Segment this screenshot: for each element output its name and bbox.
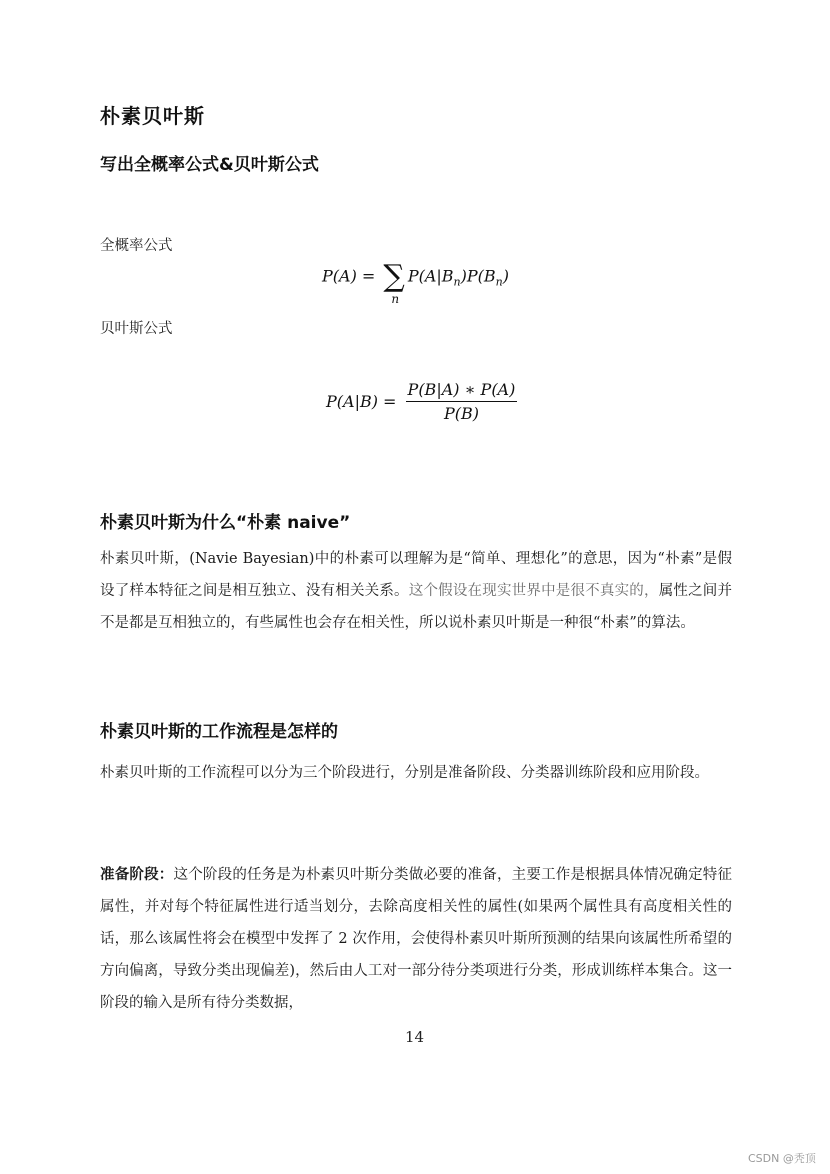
formula-subscript: n: [453, 275, 461, 289]
formula-lhs: P(A|B) =: [326, 392, 397, 411]
watermark: CSDN @秃顶: [748, 1152, 816, 1165]
formula-rhs-part: )P(B: [460, 266, 496, 286]
paragraph-text: 朴素贝叶斯，(Navie Bayesian)中的朴素可以理解为是“简单、理想化”的意思，因为“朴素”是假设了样本特征之间是相互独立、没有相关关系。: [100, 551, 732, 599]
preparation-stage-label: 准备阶段：: [100, 867, 174, 883]
section-heading-formulas: 写出全概率公式&贝叶斯公式: [100, 155, 319, 175]
formula-subscript: n: [495, 275, 503, 289]
document-title: 朴素贝叶斯: [100, 104, 205, 128]
numerator: P(B|A) ∗ P(A): [406, 380, 518, 402]
sigma-symbol: ∑: [383, 259, 405, 294]
denominator: P(B): [443, 404, 479, 423]
paragraph-text: 这个阶段的任务是为朴素贝叶斯分类做必要的准备，主要工作是根据具体情况确定特征属性，并对每个特征属性进行适当划分，去除高度相关性的属性(如果两个属性具有高度相关性的话，那么该属性将会在模型中发挥了 2 次作用，会使得朴素贝叶斯所预测的结果向该属性所希望的方向偏离，导致分类出现偏差)，然后由人工对一部分待分类项进行分类，形成训练样本集合。这一阶段的输入是所有待分类数据，: [100, 867, 733, 1011]
fraction: [406, 380, 518, 423]
workflow-intro-paragraph: 朴素贝叶斯的工作流程可以分为三个阶段进行，分别是准备阶段、分类器训练阶段和应用阶段。: [100, 765, 709, 781]
naive-explanation-paragraph: [100, 543, 732, 639]
bayes-label: 贝叶斯公式: [100, 321, 173, 337]
formula-lhs: P(A) =: [322, 266, 376, 286]
page-number: 14: [405, 1028, 425, 1046]
bayes-formula: [326, 380, 517, 423]
sigma-index: n: [391, 292, 400, 306]
paragraph-text: 属性之间并不是都是互相独立的，有些属性也会存在相关性，所以说朴素贝叶斯是一种很“朴素”的算法。: [100, 583, 733, 631]
preparation-stage-paragraph: [100, 859, 732, 1019]
summation: [383, 259, 405, 306]
total-probability-formula: [322, 259, 509, 306]
section-heading-workflow: 朴素贝叶斯的工作流程是怎样的: [100, 722, 338, 742]
formula-rhs-part: ): [502, 266, 509, 286]
total-probability-label: 全概率公式: [100, 238, 173, 254]
paragraph-text-gray: 这个假设在现实世界中是很不真实的，: [408, 583, 659, 599]
section-heading-naive: 朴素贝叶斯为什么“朴素 naive”: [100, 513, 351, 533]
formula-rhs-part: P(A|B: [407, 266, 454, 286]
